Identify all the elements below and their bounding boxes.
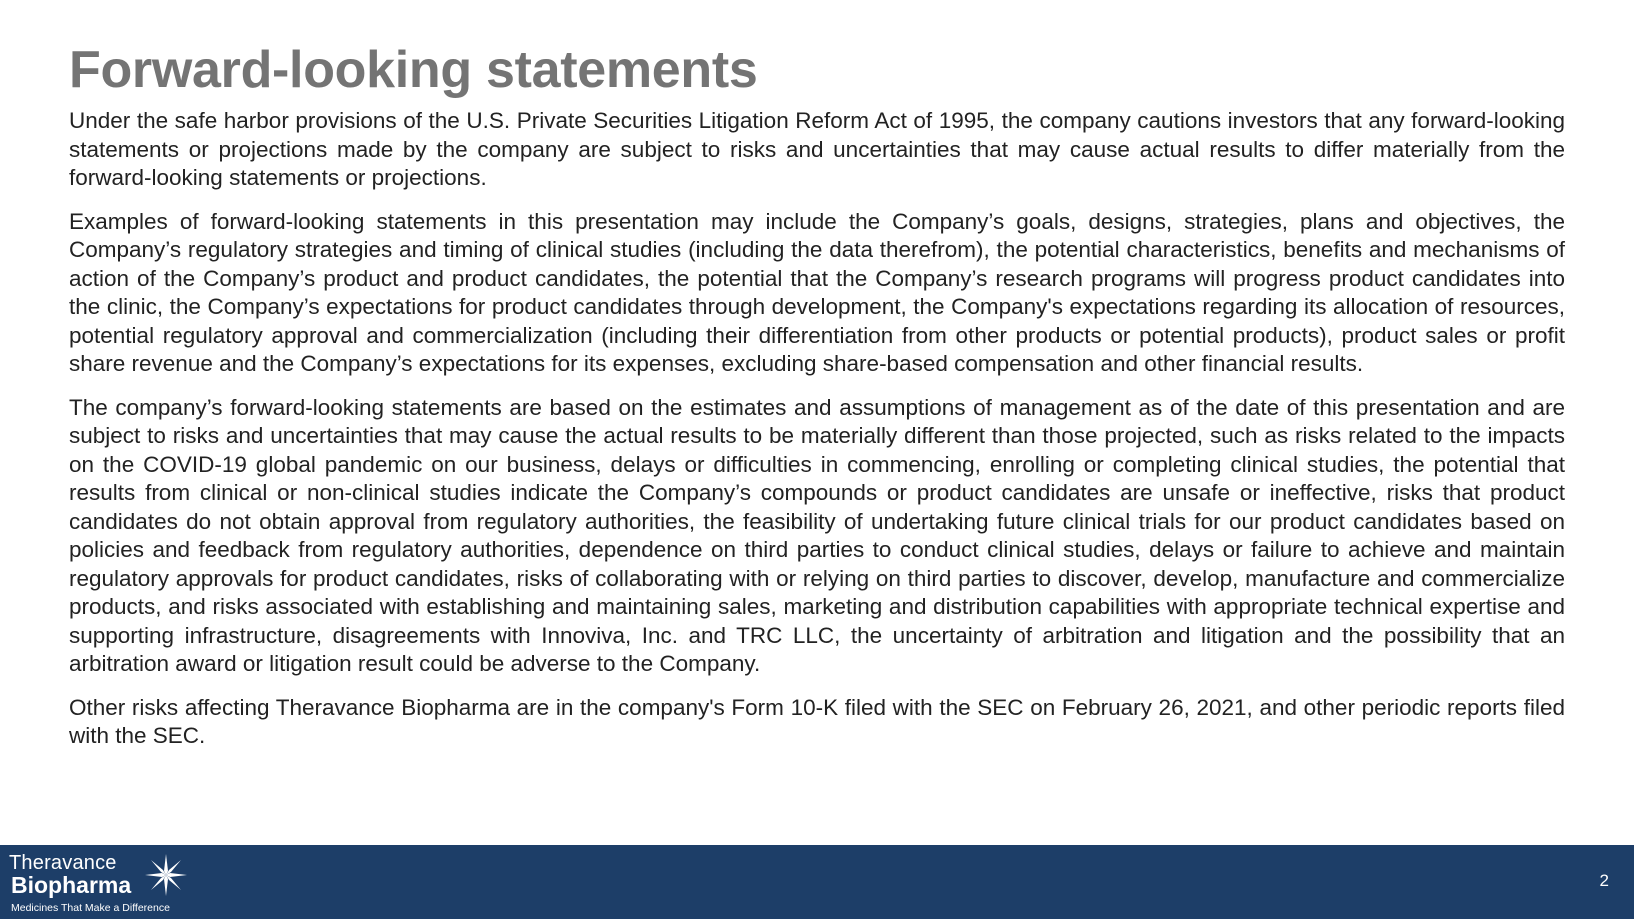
paragraph-risks: The company’s forward-looking statements are based on the estimates and assumptions of management as of the date of this presentation and are subject to risks and uncertainties that may cause the actual results to be materially different than those projected, such as risks related to the impacts on the COVID-19 global pandemic on our business, delays or difficulties in commencing, enrolling or completing clinical studies, the potential that results from clinical or non-clinical studies indicate the Company’s compounds or product candidates are unsafe or ineffective, risks that product candidates do not obtain approval from regulatory authorities, the feasibility of undertaking future clinical trials for our product candidates based on policies and feedback from regulatory authorities, dependence on third parties to conduct clinical studies, delays or failure to achieve and maintain regulatory approvals for product candidates, risks of collaborating with or relying on third parties to discover, develop, manufacture and commercialize products, and risks associated with establishing and maintaining sales, marketing and distribution capabilities with appropriate technical expertise and supporting infrastructure, disagreements with Innoviva, Inc. and TRC LLC, the uncertainty of arbitration and litigation and the possibility that an arbitration award or litigation result could be adverse to the Company. xyxy=(69,394,1565,676)
paragraph-safe-harbor: Under the safe harbor provisions of the U.S. Private Securities Litigation Reform Act of 1995, the company cautions investors that any forward-looking statements or projections made by the company are subject to risks and uncertainties that may cause actual results to differ materially from the forward-looking statements or projections. xyxy=(69,108,1565,190)
starburst-logo-icon xyxy=(145,854,187,896)
logo-name-line1: Theravance xyxy=(9,852,117,874)
logo-tagline: Medicines That Make a Difference xyxy=(11,902,170,914)
logo-name-line2: Biopharma xyxy=(11,872,132,898)
paragraph-other-risks: Other risks affecting Theravance Biopharma are in the company's Form 10-K filed with the SEC on February 26, 2021, and other periodic reports filed with the SEC. xyxy=(69,694,1565,748)
body-text xyxy=(69,107,1565,766)
page-number: 2 xyxy=(1599,871,1609,890)
company-logo xyxy=(9,852,199,914)
paragraph-examples: Examples of forward-looking statements in this presentation may include the Company’s goals, designs, strategies, plans and objectives, the Company’s regulatory strategies and timing of clinical studies (including the data therefrom), the potential characteristics, benefits and mechanisms of action of the Company’s product and product candidates, the potential that the Company’s research programs will progress product candidates into the clinic, the Company’s expectations for product candidates through development, the Company's expectations regarding its allocation of resources, potential regulatory approval and commercialization (including their differentiation from other products or potential products), product sales or profit share revenue and the Company’s expectations for its expenses, excluding share-based compensation and other financial results. xyxy=(69,208,1565,376)
page-title: Forward-looking statements xyxy=(69,41,758,99)
footer-bar xyxy=(0,845,1634,919)
